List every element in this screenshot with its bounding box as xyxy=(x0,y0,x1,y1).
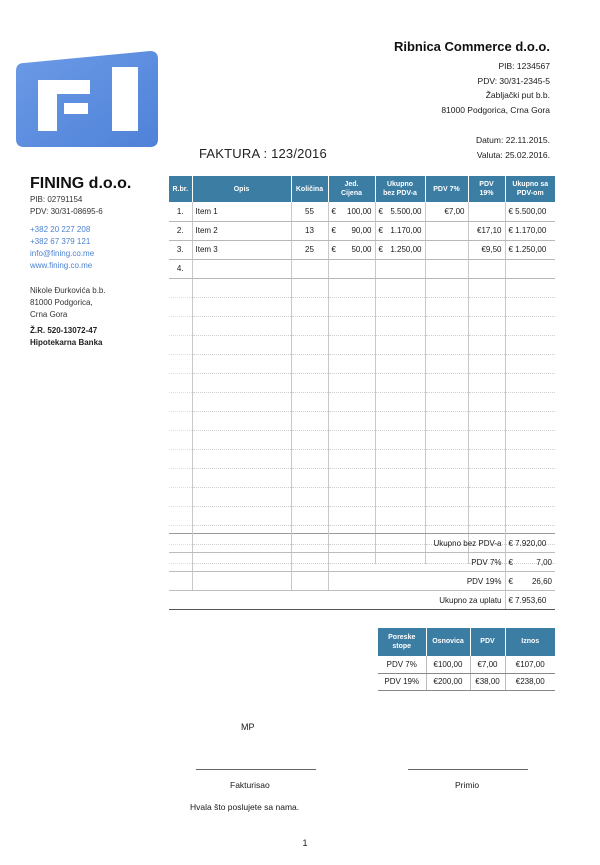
empty-cell xyxy=(192,449,291,468)
row-opis: Item 3 xyxy=(192,240,291,259)
row-pdv19 xyxy=(468,202,505,221)
empty-cell xyxy=(505,297,555,316)
empty-cell xyxy=(328,487,375,506)
empty-cell xyxy=(192,316,291,335)
recipient-pdv: PDV: 30/31-2345-5 xyxy=(477,75,550,86)
issuer-account: Ž.R. 520-13072-47 xyxy=(30,326,98,336)
row-cijena xyxy=(328,259,375,278)
empty-table-row xyxy=(169,468,555,487)
empty-cell xyxy=(425,373,468,392)
empty-cell xyxy=(425,468,468,487)
empty-cell xyxy=(505,411,555,430)
empty-cell xyxy=(425,506,468,525)
empty-cell xyxy=(291,392,328,411)
empty-cell xyxy=(375,278,425,297)
row-pdv7 xyxy=(425,221,468,240)
recipient-city: 81000 Podgorica, Crna Gora xyxy=(441,104,550,115)
empty-table-row xyxy=(169,506,555,525)
empty-cell xyxy=(505,506,555,525)
empty-table-row xyxy=(169,449,555,468)
empty-cell xyxy=(328,392,375,411)
empty-table-row xyxy=(169,316,555,335)
empty-table-row xyxy=(169,487,555,506)
items-table-header xyxy=(169,176,555,202)
due-date: 25.02.2016. xyxy=(505,150,550,160)
received-by-label: Primio xyxy=(455,780,480,790)
page-number: 1 xyxy=(302,838,308,848)
invoice-title: FAKTURA : 123/2016 xyxy=(199,146,327,161)
empty-cell xyxy=(192,506,291,525)
row-sa-pdv: € 1.250,00 xyxy=(505,240,555,259)
totals-grand-value: € 7.953,60 xyxy=(505,591,555,610)
empty-cell xyxy=(291,373,328,392)
tax-pdv: €38,00 xyxy=(470,673,505,690)
empty-cell xyxy=(192,373,291,392)
totals-grand-label: Ukupno za uplatu xyxy=(328,591,505,610)
tax-osnovica: €100,00 xyxy=(426,656,470,673)
totals-row-pdv19 xyxy=(169,572,555,591)
empty-cell xyxy=(468,506,505,525)
empty-cell xyxy=(291,430,328,449)
empty-cell xyxy=(192,430,291,449)
tax-row xyxy=(378,656,555,673)
empty-cell xyxy=(505,373,555,392)
row-cijena: € 90,00 xyxy=(328,221,375,240)
empty-cell xyxy=(505,316,555,335)
tax-stopa: PDV 7% xyxy=(378,656,426,673)
empty-cell xyxy=(505,278,555,297)
empty-cell xyxy=(169,297,192,316)
logo-letter-f-mid xyxy=(64,103,88,114)
empty-cell xyxy=(425,411,468,430)
totals-pdv7-value: € 7,00 xyxy=(505,553,555,572)
tax-header-stope: Poreske stope xyxy=(378,628,426,656)
row-rbr: 4. xyxy=(169,259,192,278)
empty-cell xyxy=(192,411,291,430)
header-bez-pdv: Ukupno bez PDV-a xyxy=(375,176,425,202)
empty-cell xyxy=(328,449,375,468)
tax-row xyxy=(378,673,555,690)
empty-cell xyxy=(468,449,505,468)
row-bez-pdv: € 1.250,00 xyxy=(375,240,425,259)
issuer-phone-2[interactable]: +382 67 379 121 xyxy=(30,237,91,247)
empty-cell xyxy=(505,354,555,373)
empty-cell xyxy=(291,354,328,373)
empty-cell xyxy=(375,506,425,525)
invoice-date-row xyxy=(476,133,550,148)
empty-cell xyxy=(468,468,505,487)
issuer-block xyxy=(30,174,131,349)
empty-cell xyxy=(425,430,468,449)
tax-iznos: €238,00 xyxy=(505,673,555,690)
empty-cell xyxy=(468,278,505,297)
tax-table-header xyxy=(378,628,555,656)
invoice-date: 22.11.2015. xyxy=(505,135,550,145)
totals-table xyxy=(169,533,555,610)
empty-cell xyxy=(468,411,505,430)
tax-rates-table xyxy=(378,628,555,691)
empty-cell xyxy=(425,354,468,373)
empty-table-row xyxy=(169,430,555,449)
issuer-phone-1[interactable]: +382 20 227 208 xyxy=(30,225,91,235)
empty-cell xyxy=(291,411,328,430)
empty-cell xyxy=(192,392,291,411)
stamp-placeholder: MP xyxy=(241,722,255,732)
empty-cell xyxy=(328,278,375,297)
empty-cell xyxy=(375,297,425,316)
empty-cell xyxy=(375,373,425,392)
totals-bez-value: € 7.920,00 xyxy=(505,534,555,553)
empty-cell xyxy=(169,392,192,411)
due-date-label: Valuta: xyxy=(476,150,503,160)
empty-cell xyxy=(169,278,192,297)
row-opis: Item 1 xyxy=(192,202,291,221)
company-logo xyxy=(16,51,158,147)
empty-cell xyxy=(328,430,375,449)
empty-table-row xyxy=(169,392,555,411)
empty-cell xyxy=(192,354,291,373)
empty-cell xyxy=(468,392,505,411)
empty-cell xyxy=(291,487,328,506)
tax-header-iznos: Iznos xyxy=(505,628,555,656)
row-kolicina: 55 xyxy=(291,202,328,221)
empty-cell xyxy=(505,449,555,468)
empty-cell xyxy=(169,449,192,468)
row-rbr: 3. xyxy=(169,240,192,259)
row-rbr: 2. xyxy=(169,221,192,240)
row-pdv19: €9,50 xyxy=(468,240,505,259)
row-rbr: 1. xyxy=(169,202,192,221)
recipient-pib: PIB: 1234567 xyxy=(498,61,550,71)
empty-rows xyxy=(169,278,555,563)
empty-cell xyxy=(192,487,291,506)
empty-cell xyxy=(468,373,505,392)
row-cijena: € 50,00 xyxy=(328,240,375,259)
empty-cell xyxy=(425,335,468,354)
tax-header-pdv: PDV xyxy=(470,628,505,656)
empty-table-row xyxy=(169,278,555,297)
row-sa-pdv: € 5.500,00 xyxy=(505,202,555,221)
empty-cell xyxy=(291,278,328,297)
row-pdv7: €7,00 xyxy=(425,202,468,221)
header-sa-pdv: Ukupno sa PDV-om xyxy=(505,176,555,202)
empty-cell xyxy=(192,278,291,297)
recipient-name: Ribnica Commerce d.o.o. xyxy=(393,39,550,54)
empty-cell xyxy=(375,468,425,487)
empty-cell xyxy=(468,316,505,335)
empty-cell xyxy=(328,506,375,525)
header-rbr: R.br. xyxy=(169,176,192,202)
row-bez-pdv xyxy=(375,259,425,278)
empty-cell xyxy=(505,468,555,487)
row-kolicina: 13 xyxy=(291,221,328,240)
empty-cell xyxy=(505,335,555,354)
empty-cell xyxy=(375,316,425,335)
empty-cell xyxy=(291,449,328,468)
signature-line-issuer xyxy=(196,769,316,770)
tax-osnovica: €200,00 xyxy=(426,673,470,690)
items-table xyxy=(169,176,555,564)
empty-table-row xyxy=(169,335,555,354)
recipient-street: Žabljački put b.b. xyxy=(485,90,550,100)
empty-cell xyxy=(291,297,328,316)
recipient-block xyxy=(394,38,550,117)
empty-cell xyxy=(328,468,375,487)
empty-cell xyxy=(169,411,192,430)
totals-row-pdv7 xyxy=(169,553,555,572)
totals-row-bez-pdv xyxy=(169,534,555,553)
empty-cell xyxy=(425,392,468,411)
issuer-bank: Hipotekarna Banka xyxy=(30,338,103,348)
empty-cell xyxy=(169,373,192,392)
totals-pdv19-value: € 26,60 xyxy=(505,572,555,591)
empty-cell xyxy=(169,316,192,335)
empty-cell xyxy=(169,487,192,506)
empty-cell xyxy=(468,354,505,373)
empty-cell xyxy=(192,335,291,354)
empty-cell xyxy=(375,335,425,354)
totals-pdv7-label: PDV 7% xyxy=(328,553,505,572)
table-row xyxy=(169,259,555,278)
row-pdv19: €17,10 xyxy=(468,221,505,240)
empty-cell xyxy=(505,392,555,411)
header-cijena: Jed. Cijena xyxy=(328,176,375,202)
logo-letter-i xyxy=(112,67,138,131)
table-row xyxy=(169,221,555,240)
row-opis: Item 2 xyxy=(192,221,291,240)
empty-cell xyxy=(505,487,555,506)
table-row xyxy=(169,240,555,259)
empty-cell xyxy=(291,506,328,525)
empty-cell xyxy=(375,449,425,468)
empty-cell xyxy=(375,487,425,506)
due-date-row xyxy=(476,148,550,163)
empty-cell xyxy=(375,392,425,411)
empty-cell xyxy=(425,278,468,297)
empty-table-row xyxy=(169,297,555,316)
row-pdv7 xyxy=(425,259,468,278)
empty-cell xyxy=(291,335,328,354)
empty-table-row xyxy=(169,373,555,392)
empty-cell xyxy=(328,373,375,392)
tax-header-osnovica: Osnovica xyxy=(426,628,470,656)
row-bez-pdv: € 5.500,00 xyxy=(375,202,425,221)
empty-cell xyxy=(468,487,505,506)
dates-block xyxy=(476,133,550,163)
empty-cell xyxy=(375,354,425,373)
issuer-pib: PIB: 02791154 xyxy=(30,195,83,204)
header-pdv19: PDV 19% xyxy=(468,176,505,202)
empty-cell xyxy=(425,297,468,316)
row-pdv19 xyxy=(468,259,505,278)
empty-cell xyxy=(291,468,328,487)
thank-you-note: Hvala što poslujete sa nama. xyxy=(190,802,300,812)
tax-stopa: PDV 19% xyxy=(378,673,426,690)
header-pdv7: PDV 7% xyxy=(425,176,468,202)
empty-cell xyxy=(328,335,375,354)
empty-cell xyxy=(505,430,555,449)
empty-cell xyxy=(468,297,505,316)
empty-cell xyxy=(328,411,375,430)
empty-cell xyxy=(425,449,468,468)
issuer-country: Crna Gora xyxy=(30,309,68,319)
table-row xyxy=(169,202,555,221)
row-sa-pdv: € 1.170,00 xyxy=(505,221,555,240)
logo-letter-f-top xyxy=(38,80,90,94)
empty-table-row xyxy=(169,354,555,373)
totals-pdv19-label: PDV 19% xyxy=(328,572,505,591)
issuer-website-link[interactable]: www.fining.co.me xyxy=(30,260,93,270)
empty-cell xyxy=(468,335,505,354)
empty-table-row xyxy=(169,411,555,430)
empty-cell xyxy=(192,297,291,316)
empty-cell xyxy=(192,468,291,487)
totals-row-grand xyxy=(169,591,555,610)
empty-cell xyxy=(328,354,375,373)
empty-cell xyxy=(169,430,192,449)
empty-cell xyxy=(328,297,375,316)
empty-cell xyxy=(328,316,375,335)
empty-cell xyxy=(291,316,328,335)
header-kolicina: Količina xyxy=(291,176,328,202)
signature-line-receiver xyxy=(408,769,528,770)
row-kolicina: 25 xyxy=(291,240,328,259)
issuer-name: FINING d.o.o. xyxy=(30,175,132,192)
empty-cell xyxy=(169,354,192,373)
issuer-email-link[interactable]: info@fining.co.me xyxy=(30,248,95,258)
row-sa-pdv xyxy=(505,259,555,278)
empty-cell xyxy=(375,411,425,430)
row-opis xyxy=(192,259,291,278)
totals-bez-label: Ukupno bez PDV-a xyxy=(328,534,505,553)
tax-pdv: €7,00 xyxy=(470,656,505,673)
empty-cell xyxy=(375,430,425,449)
header-opis: Opis xyxy=(192,176,291,202)
row-cijena: € 100,00 xyxy=(328,202,375,221)
issuer-city: 81000 Podgorica, xyxy=(30,297,93,307)
row-bez-pdv: € 1.170,00 xyxy=(375,221,425,240)
row-kolicina xyxy=(291,259,328,278)
issuer-pdv: PDV: 30/31-08695-6 xyxy=(30,206,103,216)
empty-cell xyxy=(169,468,192,487)
invoice-date-label: Datum: xyxy=(475,135,504,145)
empty-cell xyxy=(425,316,468,335)
empty-cell xyxy=(169,506,192,525)
issuer-street: Nikole Đurkovića b.b. xyxy=(30,286,106,296)
issued-by-label: Fakturisao xyxy=(230,780,270,790)
empty-cell xyxy=(468,430,505,449)
tax-iznos: €107,00 xyxy=(505,656,555,673)
empty-cell xyxy=(169,335,192,354)
row-pdv7 xyxy=(425,240,468,259)
empty-cell xyxy=(425,487,468,506)
